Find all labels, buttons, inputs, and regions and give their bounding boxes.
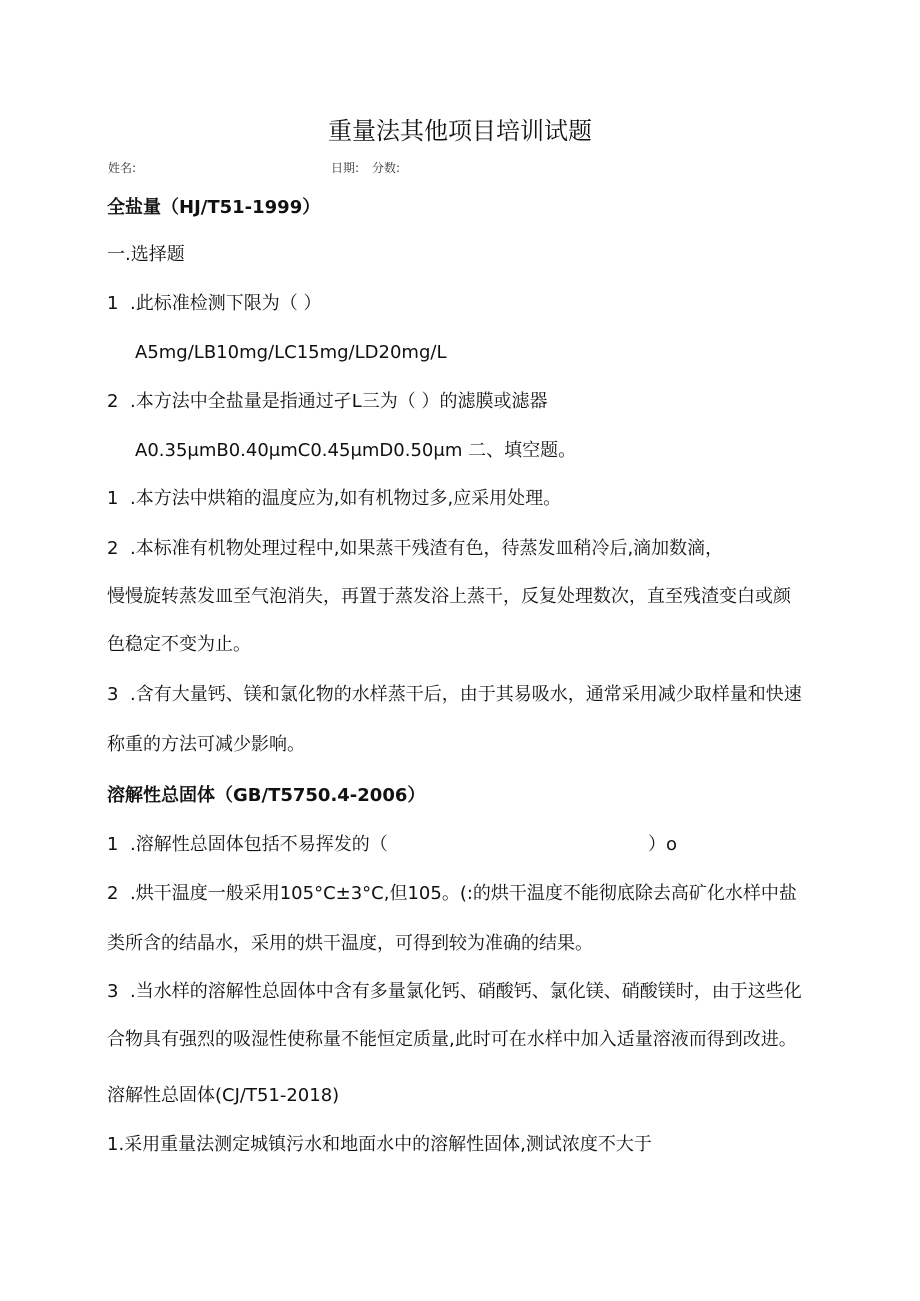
question-text-continued: 称重的方法可减少影响。 — [107, 734, 305, 755]
question-text: .烘干温度一般采用105°C±3°C,但105。(:的烘干温度不能彻底除去高矿化水样中盐 — [130, 883, 797, 904]
question-number: 2 — [107, 883, 119, 904]
date-label: 日期: — [331, 161, 360, 175]
question-text: .本标准有机物处理过程中,如果蒸干残渣有色，待蒸发皿稍冷后,滴加数滴， — [130, 538, 724, 559]
question-options: A5mg∕LB10mg∕LC15mg∕LD20mg∕L — [135, 342, 447, 363]
section-heading-tds-cj: 溶解性总固体(CJ/T51-2018) — [107, 1085, 340, 1106]
question-text: .溶解性总固体包括不易挥发的（ — [130, 834, 388, 855]
question-number: 2 — [107, 391, 119, 412]
name-label: 姓名: — [108, 161, 137, 175]
section-heading-total-salt: 全盐量（HJ/T51-1999） — [107, 197, 321, 218]
question-number: 1 — [107, 834, 119, 855]
question-text: .本方法中烘箱的温度应为,如有机物过多,应采用处理。 — [130, 488, 562, 509]
question-number: 3 — [107, 981, 119, 1002]
question-options: A0.35μmB0.40μmC0.45μmD0.50μm 二、填空题。 — [135, 440, 577, 461]
part-heading-choice: 一.选择题 — [107, 244, 185, 265]
section-heading-tds-gb: 溶解性总固体（GB/T5750.4-2006） — [107, 785, 426, 806]
question-text: .含有大量钙、镁和氯化物的水样蒸干后，由于其易吸水，通常采用减少取样量和快速 — [130, 684, 802, 705]
page-title: 重量法其他项目培训试题 — [328, 117, 592, 145]
question-text-continued: 合物具有强烈的吸湿性使称量不能恒定质量,此时可在水样中加入适量溶液而得到改进。 — [107, 1029, 797, 1050]
question-text-end: ）o — [648, 834, 678, 855]
question-number: 1 — [107, 488, 119, 509]
score-label: 分数: — [372, 161, 401, 175]
question-text: .当水样的溶解性总固体中含有多量氯化钙、硝酸钙、氯化镁、硝酸镁时，由于这些化 — [130, 981, 802, 1002]
question-number: 3 — [107, 684, 119, 705]
question-text-continued: 类所含的结晶水，采用的烘干温度，可得到较为准确的结果。 — [107, 933, 593, 954]
question-number: 2 — [107, 538, 119, 559]
question-number: 1 — [107, 293, 119, 314]
question-text: .本方法中全盐量是指通过孑L三为（ ）的滤膜或滤器 — [130, 391, 548, 412]
question-text-continued: 色稳定不变为止。 — [107, 634, 251, 655]
question-text: 1.采用重量法测定城镇污水和地面水中的溶解性固体,测试浓度不大于 — [107, 1134, 652, 1155]
question-text: .此标准检测下限为（ ） — [130, 293, 322, 314]
question-text-continued: 慢慢旋转蒸发皿至气泡消失，再置于蒸发浴上蒸干，反复处理数次，直至残渣变白或颜 — [107, 586, 791, 607]
